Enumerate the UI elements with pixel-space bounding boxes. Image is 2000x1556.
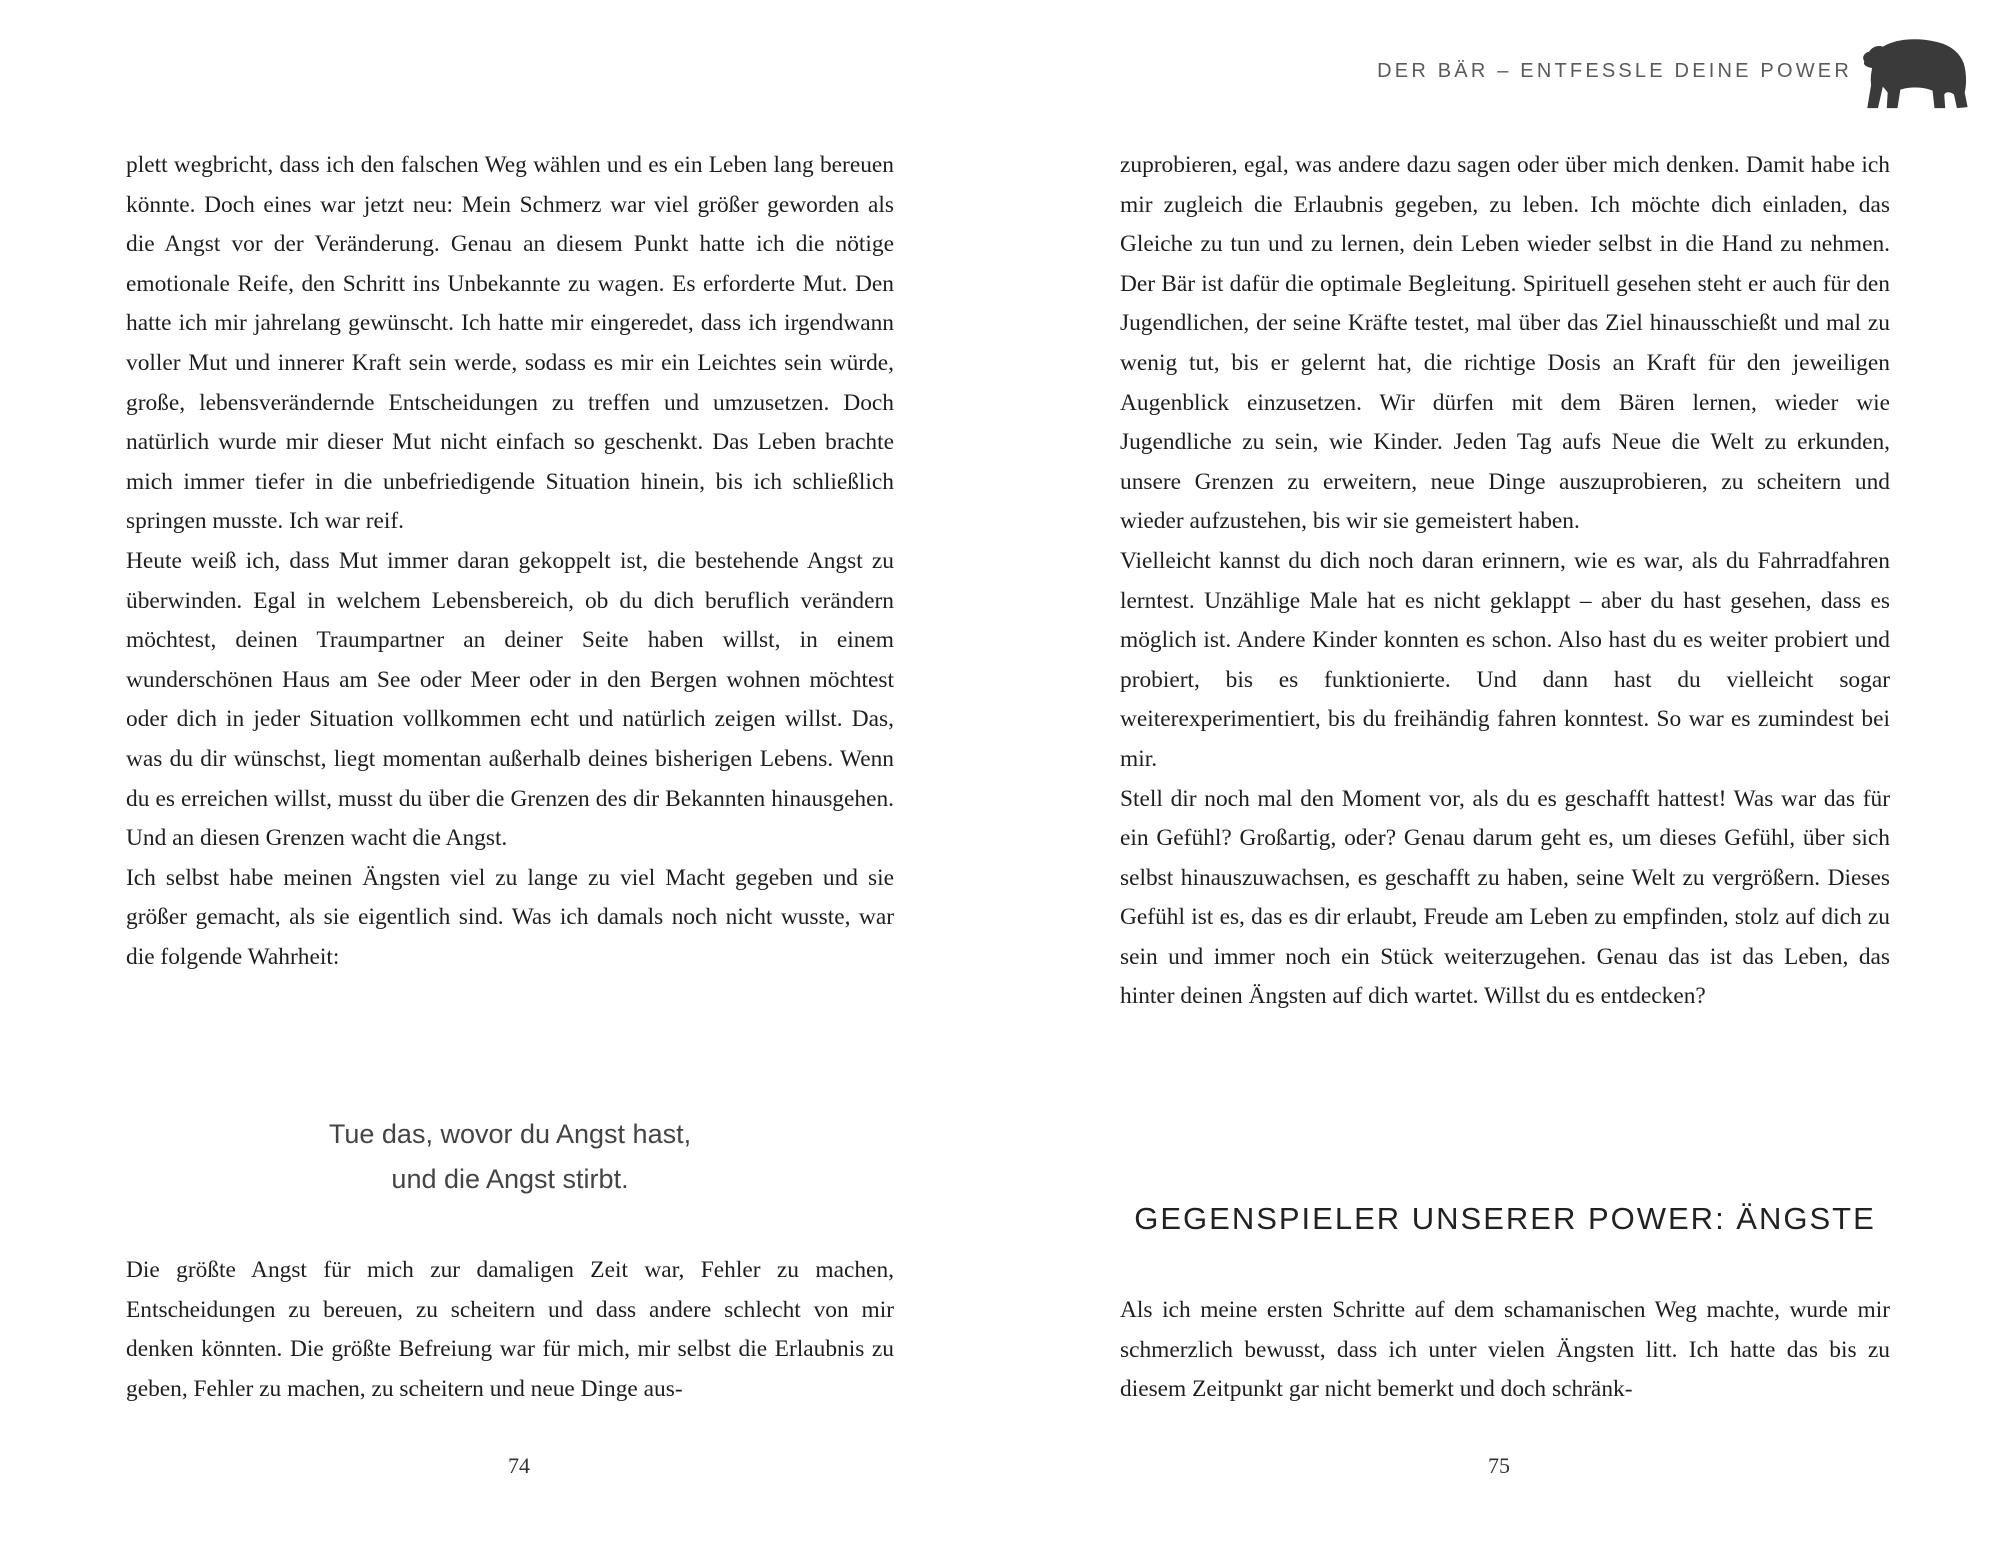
body-paragraph: Ich selbst habe meinen Ängsten viel zu lange zu viel Macht gegeben und sie größer gemacht, als sie eigentlich sind. Was ich damals noch nicht wusste, war die folgende Wahrheit:: [126, 864, 894, 970]
page-number-left: 74: [508, 1453, 530, 1478]
body-paragraph: zuprobieren, egal, was andere dazu sagen oder über mich denken. Damit habe ich mir zugleich die Erlaubnis gegeben, zu leben. Ich möchte dich einladen, das Gleiche zu tun und zu lernen, dein Leben wieder selbst in die Hand zu nehmen. Der Bär ist dafür die optimale Begleitung. Spirituell gesehen steht er auch für den Jugendlichen, der seine Kräfte testet, mal über das Ziel hinausschießt und mal zu wenig tut, bis er gelernt hat, die richtige Dosis an Kraft für den jeweiligen Augenblick einzusetzen. Wir dürfen mit dem Bären lernen, wieder wie Jugendliche zu sein, wie Kinder. Jeden Tag aufs Neue die Welt zu erkunden, unsere Grenzen zu erweitern, neue Dinge auszuprobieren, zu scheitern und wieder aufzustehen, bis wir sie gemeistert haben.: [1120, 152, 1890, 535]
left-body-text-top: [126, 146, 894, 977]
right-body-text-top: [1120, 146, 1890, 1017]
left-body-text-bottom: [126, 1251, 894, 1409]
body-paragraph: Als ich meine ersten Schritte auf dem schamanischen Weg machte, wurde mir schmerzlich bewusst, dass ich unter vielen Ängsten litt. Ich hatte das bis zu diesem Zeitpunkt gar nicht bemerkt und doch schränk-: [1120, 1297, 1890, 1403]
body-paragraph: plett wegbricht, dass ich den falschen Weg wählen und es ein Leben lang bereuen könnte. Doch eines war jetzt neu: Mein Schmerz war viel größer geworden als die Angst vor der Veränderung. Genau an diesem Punkt hatte ich die nötige emotionale Reife, den Schritt ins Unbekannte zu wagen. Es erforderte Mut. Den hatte ich mir jahrelang gewünscht. Ich hatte mir eingeredet, dass ich irgendwann voller Mut und innerer Kraft sein werde, sodass es mir ein Leichtes sein würde, große, lebensverändernde Entscheidungen zu treffen und umzusetzen. Doch natürlich wurde mir dieser Mut nicht einfach so geschenkt. Das Leben brachte mich immer tiefer in die unbefriedigende Situation hinein, bis ich schließlich springen musste. Ich war reif.: [126, 152, 894, 535]
body-paragraph: Vielleicht kannst du dich noch daran erinnern, wie es war, als du Fahrradfahren lerntest. Unzählige Male hat es nicht geklappt – aber du hast gesehen, dass es möglich ist. Andere Kinder konnten es schon. Also hast du es weiter probiert und probiert, bis es funktionierte. Und dann hast du vielleicht sogar weiterexperimentiert, bis du freihändig fahren konntest. So war es zumindest bei mir.: [1120, 547, 1890, 772]
pull-quote: [126, 1112, 894, 1202]
right-page: [1000, 0, 2000, 1556]
page-number-right: 75: [1488, 1453, 1510, 1478]
body-paragraph: Heute weiß ich, dass Mut immer daran gekoppelt ist, die bestehende Angst zu überwinden. Egal in welchem Lebensbereich, ob du dich beruflich verändern möchtest, deinen Traumpartner an deiner Seite haben willst, in einem wunderschönen Haus am See oder Meer oder in den Bergen wohnen möchtest oder dich in jeder Situation vollkommen echt und natürlich zeigen willst. Das, was du dir wünschst, liegt momentan außerhalb deines bisherigen Lebens. Wenn du es erreichen willst, musst du über die Grenzen des dir Bekannten hinausgehen. Und an diesen Grenzen wacht die Angst.: [126, 547, 894, 852]
quote-line: und die Angst stirbt.: [391, 1164, 629, 1194]
body-paragraph: Stell dir noch mal den Moment vor, als du es geschafft hattest! Was war das für ein Gefühl? Großartig, oder? Genau darum geht es, um dieses Gefühl, über sich selbst hinauszuwachsen, es geschafft zu haben, seine Welt zu vergrößern. Dieses Gefühl ist es, das es dir erlaubt, Freude am Leben zu empfinden, stolz auf dich zu sein und immer noch ein Stück weiterzugehen. Genau das ist das Leben, das hinter deinen Ängsten auf dich wartet. Willst du es entdecken?: [1120, 785, 1890, 1010]
running-header: DER BÄR – ENTFESSLE DEINE POWER: [1377, 60, 1852, 82]
bear-silhouette-shape: [1863, 39, 1967, 108]
quote-line: Tue das, wovor du Angst hast,: [328, 1119, 692, 1149]
body-paragraph: Die größte Angst für mich zur damaligen Zeit war, Fehler zu machen, Entscheidungen zu bereuen, zu scheitern und dass andere schlecht von mir denken könnten. Die größte Befreiung war für mich, mir selbst die Erlaubnis zu geben, Fehler zu machen, zu scheitern und neue Dinge aus-: [126, 1257, 894, 1402]
right-body-text-bottom: [1120, 1291, 1890, 1410]
section-heading: GEGENSPIELER UNSERER POWER: ÄNGSTE: [1134, 1201, 1876, 1236]
bear-silhouette-icon: [1856, 36, 1974, 112]
